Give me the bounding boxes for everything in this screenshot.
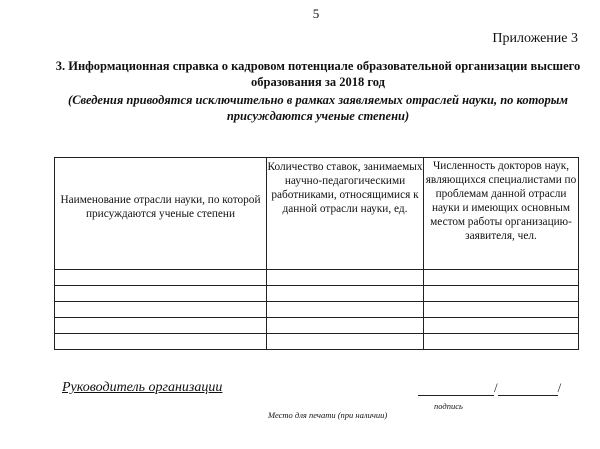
signature-line[interactable]: / / — [418, 380, 561, 396]
table-cell[interactable] — [267, 286, 424, 302]
table-row — [55, 286, 579, 302]
staffing-table-grid — [54, 157, 579, 350]
table-cell[interactable] — [424, 302, 579, 318]
table-cell[interactable] — [55, 318, 267, 334]
table-header-row — [55, 158, 579, 270]
table-cell[interactable] — [424, 286, 579, 302]
stamp-note: Место для печати (при наличии) — [268, 410, 388, 420]
signature-caption: подпись — [434, 401, 463, 411]
table-cell[interactable] — [267, 302, 424, 318]
table-cell[interactable] — [55, 334, 267, 350]
signature-blank[interactable] — [418, 381, 494, 396]
table-cell[interactable] — [424, 270, 579, 286]
header-science-branch: Наименование отрасли науки, по которой присуждаются ученые степени — [55, 158, 267, 270]
header-doctors-count: Численность докторов наук, являющихся специалистами по проблемам данной отрасли науки и имеющих основным местом работы организацию-заявителя, чел. — [424, 158, 579, 270]
document-title: 3. Информационная справка о кадровом потенциале образовательной организации высшего образования за 2018 год — [55, 59, 581, 89]
table-cell[interactable] — [267, 270, 424, 286]
staffing-table — [54, 157, 578, 350]
appendix-label: Приложение 3 — [492, 31, 578, 46]
table-cell[interactable] — [55, 286, 267, 302]
header-positions-count: Количество ставок, занимаемых научно-педагогическими работниками, относящимися к данной отрасли науки, ед. — [267, 158, 424, 270]
table-row — [55, 334, 579, 350]
table-cell[interactable] — [267, 318, 424, 334]
name-blank[interactable] — [498, 381, 558, 396]
table-row — [55, 318, 579, 334]
page-number: 5 — [312, 6, 320, 21]
document-subtitle: (Сведения приводятся исключительно в рамках заявляемых отраслей науки, по которым присуждаются ученые степени) — [68, 93, 568, 123]
table-cell[interactable] — [267, 334, 424, 350]
table-cell[interactable] — [424, 318, 579, 334]
signature-label: Руководитель организации — [62, 380, 223, 395]
table-row — [55, 270, 579, 286]
table-cell[interactable] — [424, 334, 579, 350]
table-cell[interactable] — [55, 270, 267, 286]
table-cell[interactable] — [55, 302, 267, 318]
table-row — [55, 302, 579, 318]
